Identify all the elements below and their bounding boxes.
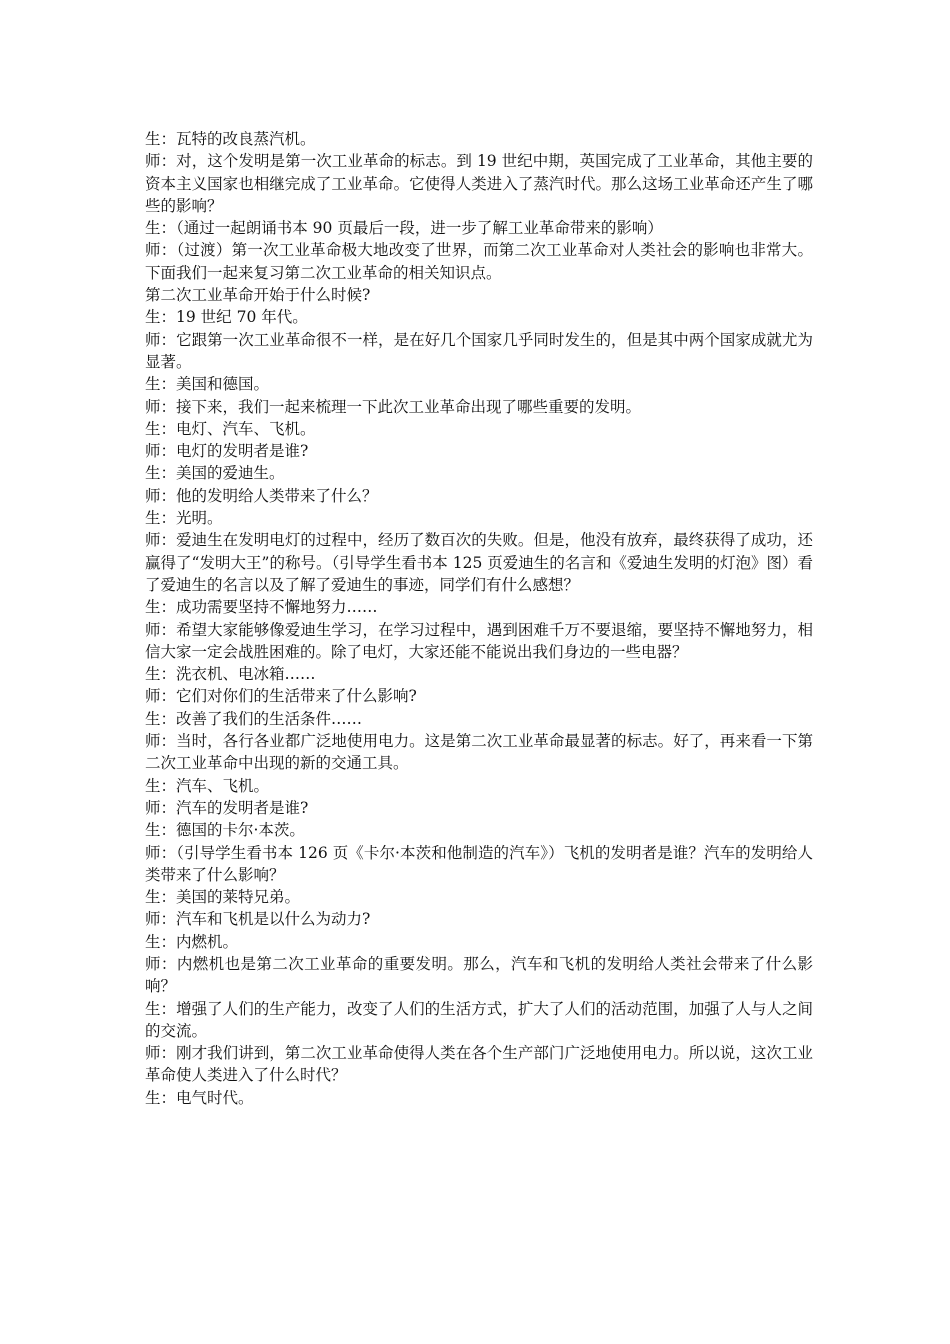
paragraph: 师：（引导学生看书本 126 页《卡尔·本茨和他制造的汽车》）飞机的发明者是谁？汽车的发明给人类带来了什么影响？ (145, 843, 813, 884)
paragraph: 师：希望大家能够像爱迪生学习，在学习过程中，遇到困难千万不要退缩，要坚持不懈地努力，相信大家一定会战胜困难的。除了电灯，大家还能不能说出我们身边的一些电器？ (145, 620, 813, 661)
paragraph: 生：美国的爱迪生。 (145, 464, 285, 483)
paragraph: 生：汽车、飞机。 (145, 776, 270, 795)
paragraph: 生：成功需要坚持不懈地努力…… (145, 598, 378, 617)
paragraph: 生：电气时代。 (145, 1088, 254, 1107)
paragraph: 师：汽车的发明者是谁? (145, 798, 309, 817)
paragraph: 师：它们对你们的生活带来了什么影响? (145, 687, 417, 706)
paragraph: 生：光明。 (145, 509, 223, 528)
paragraph: 生：瓦特的改良蒸汽机。 (145, 130, 316, 148)
paragraph: 师：汽车和飞机是以什么为动力? (145, 910, 371, 929)
paragraph: 师：爱迪生在发明电灯的过程中，经历了数百次的失败。但是，他没有放弃，最终获得了成功，还赢得了“发明大王”的称号。（引导学生看书本 125 页爱迪生的名言和《爱迪生发明的灯泡》图）看了爱迪生的名言以及了解了爱迪生的事迹，同学们有什么感想？ (145, 531, 813, 594)
paragraph: 师：电灯的发明者是谁? (145, 442, 309, 461)
paragraph: 生：改善了我们的生活条件…… (145, 709, 363, 728)
paragraph: 生：内燃机。 (145, 932, 239, 951)
paragraph: 生：洗衣机、电冰箱…… (145, 665, 316, 684)
paragraph: 师：对，这个发明是第一次工业革命的标志。到 19 世纪中期，英国完成了工业革命，其他主要的资本主义国家也相继完成了工业革命。它使得人类进入了蒸汽时代。那么这场工业革命还产生了哪些的影响？ (145, 152, 813, 215)
paragraph: 第二次工业革命开始于什么时候? (145, 286, 371, 305)
paragraph: 师：接下来，我们一起来梳理一下此次工业革命出现了哪些重要的发明。 (145, 397, 642, 416)
paragraph: 师：刚才我们讲到，第二次工业革命使得人类在各个生产部门广泛地使用电力。所以说，这次工业革命使人类进入了什么时代？ (145, 1044, 813, 1085)
paragraph: 师：内燃机也是第二次工业革命的重要发明。那么，汽车和飞机的发明给人类社会带来了什么影响？ (145, 954, 813, 996)
paragraph: 师：（过渡）第一次工业革命极大地改变了世界，而第二次工业革命对人类社会的影响也非常大。下面我们一起来复习第二次工业革命的相关知识点。 (145, 241, 813, 282)
paragraph: 生：增强了人们的生产能力，改变了人们的生活方式，扩大了人们的活动范围，加强了人与人之间的交流。 (145, 999, 813, 1040)
paragraph: 师：他的发明给人类带来了什么？ (145, 486, 378, 505)
paragraph: 生：（通过一起朗诵书本 90 页最后一段，进一步了解工业革命带来的影响） (145, 219, 663, 238)
paragraph: 生：美国的莱特兄弟。 (145, 888, 301, 907)
paragraph: 师：当时，各行各业都广泛地使用电力。这是第二次工业革命最显著的标志。好了，再来看一下第二次工业革命中出现的新的交通工具。 (145, 732, 813, 773)
paragraph: 生：德国的卡尔·本茨。 (145, 821, 305, 840)
paragraph: 生：电灯、汽车、飞机。 (145, 419, 316, 438)
document-body (145, 128, 813, 1109)
paragraph: 生：美国和德国。 (145, 375, 270, 394)
paragraph: 生：19 世纪 70 年代。 (145, 308, 308, 327)
paragraph: 师：它跟第一次工业革命很不一样，是在好几个国家几乎同时发生的，但是其中两个国家成就尤为显著。 (145, 330, 813, 371)
